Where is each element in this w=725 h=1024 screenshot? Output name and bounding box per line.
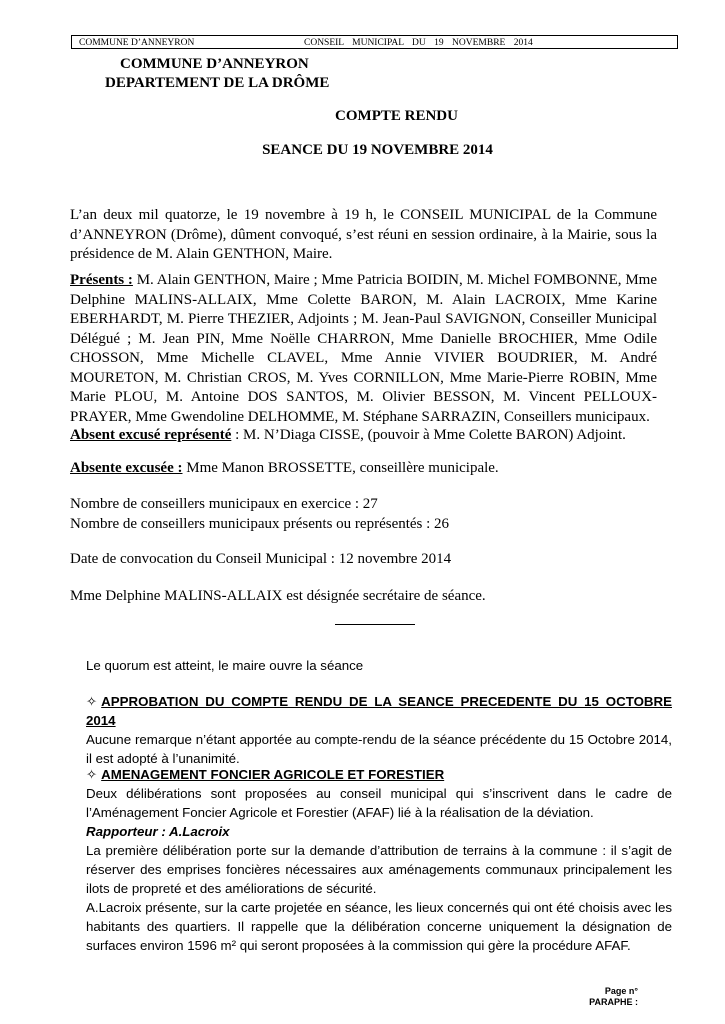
intro-paragraph: L’an deux mil quatorze, le 19 novembre à 19 h, le CONSEIL MUNICIPAL de la Commune d’ANNEYRON (Drôme), dûment convoqué, s’est réuni en session ordinaire, à la Mairie, sous la présidence de M. Alain GENTHON, Maire. <box>70 207 657 262</box>
department-name: DEPARTEMENT DE LA DRÔME <box>105 75 330 91</box>
commune-name: COMMUNE D’ANNEYRON <box>120 56 309 72</box>
section-approval <box>86 692 672 768</box>
section-land-planning-heading <box>86 765 672 784</box>
footer-page-number: Page n° <box>604 986 638 996</box>
footer-paraphe: PARAPHE : <box>589 997 638 1007</box>
absent-excused-paragraph <box>70 459 657 479</box>
running-header-commune: COMMUNE D’ANNEYRON <box>79 38 195 48</box>
councillor-counts <box>70 495 657 534</box>
absent-represented-label: Absent excusé représenté <box>70 427 232 443</box>
section-approval-heading-text: APPROBATION DU COMPTE RENDU DE LA SEANCE PRECEDENTE DU 15 OCTOBRE 2014 <box>86 694 672 728</box>
rapporteur-line: Rapporteur : A.Lacroix <box>86 824 230 839</box>
document-title: COMPTE RENDU <box>335 108 458 124</box>
section-approval-heading <box>86 692 672 730</box>
diamond-bullet-icon: ✧ <box>86 767 98 782</box>
section-approval-body: Aucune remarque n’étant apportée au compte-rendu de la séance précédente du 15 Octobre 2014, il est adopté à l’unanimité. <box>86 732 672 766</box>
presents-paragraph <box>70 271 657 427</box>
section-land-planning-body-1: Deux délibérations sont proposées au conseil municipal qui s’inscrivent dans le cadre de l’Aménagement Foncier Agricole et Forestier (AFAF) lié à la réalisation de la déviation. <box>86 786 672 820</box>
secretary-line: Mme Delphine MALINS-ALLAIX est désignée secrétaire de séance. <box>70 588 486 604</box>
count-in-office: Nombre de conseillers municipaux en exercice : 27 <box>70 496 378 512</box>
absent-represented-paragraph <box>70 426 657 446</box>
diamond-bullet-icon: ✧ <box>86 694 98 709</box>
absent-represented-text: : M. N’Diaga CISSE, (pouvoir à Mme Colette BARON) Adjoint. <box>231 427 626 443</box>
running-header-session: CONSEIL MUNICIPAL DU 19 NOVEMBRE 2014 <box>304 38 533 48</box>
presents-label: Présents : <box>70 272 133 288</box>
running-header <box>71 35 678 49</box>
section-land-planning-heading-text: AMENAGEMENT FONCIER AGRICOLE ET FORESTIER <box>101 767 445 782</box>
absent-excused-label: Absente excusée : <box>70 460 183 476</box>
section-land-planning <box>86 765 672 955</box>
session-title: SEANCE DU 19 NOVEMBRE 2014 <box>262 142 493 158</box>
convocation-date: Date de convocation du Conseil Municipal : 12 novembre 2014 <box>70 551 452 567</box>
quorum-line: Le quorum est atteint, le maire ouvre la séance <box>86 658 364 673</box>
presents-list: M. Alain GENTHON, Maire ; Mme Patricia BOIDIN, M. Michel FOMBONNE, Mme Delphine MALINS-ALLAIX, Mme Colette BARON, M. Alain LACROIX, Mme Karine EBERHARDT, M. Pierre THEZIER, Adjoints ; M. Jean-Paul SAVIGNON, Conseiller Municipal Délégué ; M. Jean PIN, Mme Noëlle CHARRON, Mme Danielle BROCHIER, Mme Odile CHOSSON, Mme Michelle CLAVEL, Mme Annie VIVIER BOUDRIER, M. André MOURETON, M. Christian CROS, M. Yves CORNILLON, Mme Marie-Pierre ROBIN, Mme Marie PLOU, M. Antoine DOS SANTOS, M. Olivier BESSON, M. Vincent PELLOUX-PRAYER, Mme Gwendoline DELHOMME, M. Stéphane SARRAZIN, Conseillers municipaux. <box>70 272 657 425</box>
count-present: Nombre de conseillers municipaux présents ou représentés : 26 <box>70 515 450 532</box>
section-land-planning-body-3: A.Lacroix présente, sur la carte projetée en séance, les lieux concernés qui ont été choisis avec les habitants des quartiers. Il rappelle que la délibération concerne uniquement la désignation de surfaces environ 1596 m² qui seront proposées à la commission qui gère la procédure AFAF. <box>86 900 672 953</box>
absent-excused-text: Mme Manon BROSSETTE, conseillère municipale. <box>182 460 499 476</box>
separator-line <box>335 624 415 625</box>
section-land-planning-body-2: La première délibération porte sur la demande d’attribution de terrains à la commune : il s’agit de réserver des emprises foncières nécessaires aux aménagements communaux principalement les ilots de propreté et des améliorations de sécurité. <box>86 843 672 896</box>
